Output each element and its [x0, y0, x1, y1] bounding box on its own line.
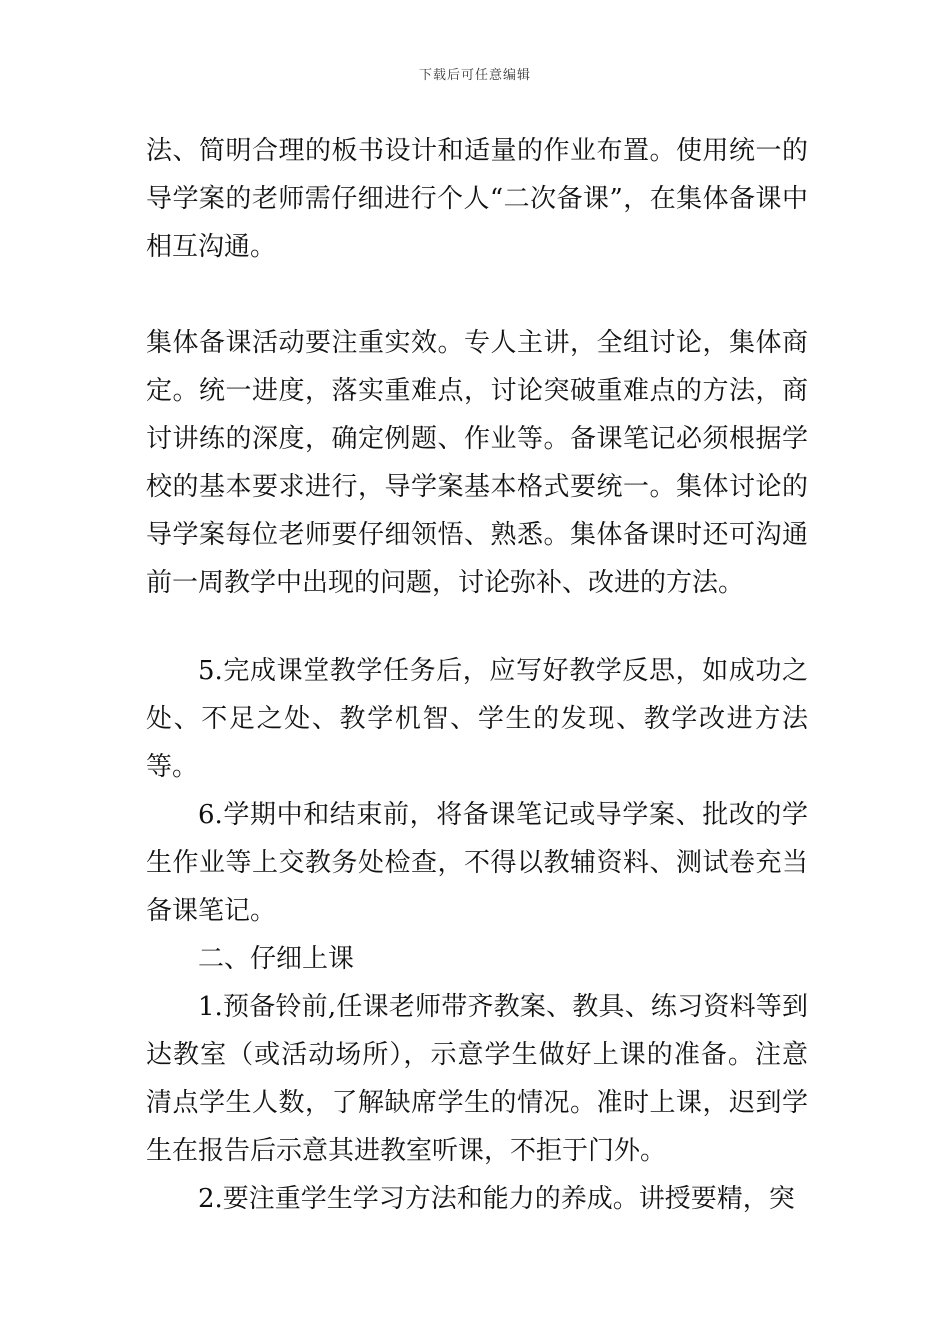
paragraph-item-6: 6.学期中和结束前，将备课笔记或导学案、批改的学生作业等上交教务处检查，不得以教辅资料、测试卷充当备课笔记。: [146, 800, 808, 926]
paragraph-item-1: 1.预备铃前,任课老师带齐教案、教具、练习资料等到达教室（或活动场所），示意学生做好上课的准备。注意清点学生人数，了解缺席学生的情况。准时上课，迟到学生在报告后示意其进教室听课，不拒于门外。: [146, 992, 808, 1166]
document-body: [146, 127, 808, 1223]
section-heading-careful-teaching: 二、仔细上课: [198, 944, 355, 974]
paragraph-item-2: 2.要注重学生学习方法和能力的养成。讲授要精，突: [198, 1184, 795, 1214]
paragraph-item-5: 5.完成课堂教学任务后，应写好教学反思，如成功之处、不足之处、教学机智、学生的发现、教学改进方法等。: [146, 656, 808, 782]
paragraph-lesson-prep-continued: 法、简明合理的板书设计和适量的作业布置。使用统一的导学案的老师需仔细进行个人“二次备课”，在集体备课中相互沟通。: [146, 136, 808, 262]
page-header: 下载后可任意编辑: [418, 68, 531, 83]
paragraph-collective-prep: 集体备课活动要注重实效。专人主讲，全组讨论，集体商定。统一进度，落实重难点，讨论突破重难点的方法，商讨讲练的深度，确定例题、作业等。备课笔记必须根据学校的基本要求进行，导学案基本格式要统一。集体讨论的导学案每位老师要仔细领悟、熟悉。集体备课时还可沟通前一周教学中出现的问题，讨论弥补、改进的方法。: [146, 328, 808, 598]
